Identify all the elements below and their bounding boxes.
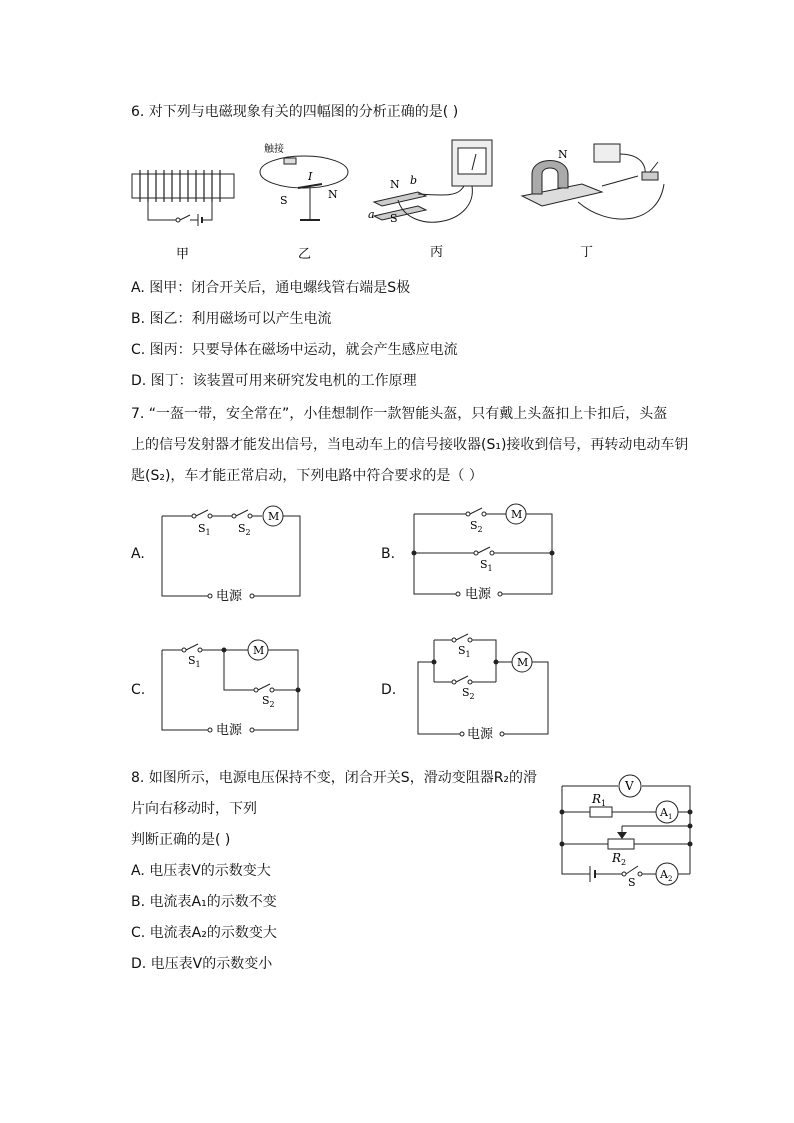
q7-circuit-d xyxy=(410,630,554,748)
q6-option-c: C. 图丙：只要导体在磁场中运动，就会产生感应电流 xyxy=(131,342,458,358)
switch-s1-label: S xyxy=(480,558,488,571)
svg-text:S2 xyxy=(238,522,251,537)
voltmeter-icon: V xyxy=(625,779,634,793)
svg-text:R2 xyxy=(611,851,626,867)
power-source-label: 电源 xyxy=(465,587,492,602)
solenoid-coil xyxy=(140,170,220,202)
switch-s2-label: S xyxy=(462,686,470,699)
q8-option-b: B. 电流表A₁的示数不变 xyxy=(131,894,277,910)
q6-figure-yi xyxy=(258,140,348,262)
ammeter-a2-icon: A xyxy=(660,868,668,881)
label-touch: 触接 xyxy=(264,144,284,155)
q8-stem-line-2: 片向右移动时，下列 xyxy=(131,801,257,817)
switch-s2-sub: 2 xyxy=(477,525,483,534)
switch-s1-label: S xyxy=(188,654,196,667)
motor-icon: M xyxy=(511,508,523,521)
needle-s-label: S xyxy=(280,194,288,207)
r2-label: R xyxy=(612,851,622,865)
switch-s2-label: S xyxy=(470,519,478,532)
q7-option-c-label: C. xyxy=(131,682,146,698)
q6-option-a: A. 图甲：闭合开关后，通电螺线管右端是S极 xyxy=(131,280,411,296)
switch-s1-label: S xyxy=(198,522,206,535)
switch-s2-sub: 2 xyxy=(269,700,275,709)
needle-n-label: N xyxy=(328,188,338,201)
q8-option-d: D. 电压表V的示数变小 xyxy=(131,956,273,972)
label-current: I xyxy=(308,170,313,183)
caption-ding: 丁 xyxy=(580,245,594,260)
magnet-s-label: S xyxy=(390,212,398,225)
q6-stem: 6. 对下列与电磁现象有关的四幅图的分析正确的是( ) xyxy=(131,104,459,120)
q7-stem-line-2: 上的信号发射器才能发出信号，当电动车上的信号接收器(S₁)接收到信号，再转动电动车钥 xyxy=(131,437,689,453)
q7-stem-line-3: 匙(S₂)，车才能正常启动，下列电路中符合要求的是（ ） xyxy=(131,468,483,484)
power-source-label: 电源 xyxy=(467,727,494,742)
switch-s2-label: S xyxy=(262,694,270,707)
switch-s1-sub: 1 xyxy=(205,528,211,537)
switch-s2-sub: 2 xyxy=(469,692,475,701)
q7-option-a-label: A. xyxy=(131,546,145,562)
q8-option-a: A. 电压表V的示数变大 xyxy=(131,863,271,879)
q8-stem-line-1: 8. 如图所示，电源电压保持不变，闭合开关S，滑动变阻器R₂的滑 xyxy=(131,770,538,786)
q7-circuit-b xyxy=(410,502,558,608)
q6-figure-jia xyxy=(128,160,238,260)
q6-figure-ding xyxy=(518,136,670,262)
q7-option-d-label: D. xyxy=(381,682,397,698)
svg-text:S1 xyxy=(188,654,201,669)
power-source-label: 电源 xyxy=(216,589,243,604)
svg-text:S1 xyxy=(198,522,211,537)
magnet-n-label: N xyxy=(390,178,400,191)
svg-text:S2 xyxy=(470,519,483,534)
switch-s1-sub: 1 xyxy=(195,660,201,669)
caption-yi: 乙 xyxy=(298,247,312,262)
q6-option-b: B. 图乙：利用磁场可以产生电流 xyxy=(131,311,332,327)
q7-option-b-label: B. xyxy=(381,546,396,562)
q8-stem-line-3: 判断正确的是( ) xyxy=(131,832,231,848)
magnet-n-label: N xyxy=(558,148,568,161)
q8-option-c: C. 电流表A₂的示数变大 xyxy=(131,925,277,941)
svg-text:S1 xyxy=(480,558,493,573)
q7-circuit-c xyxy=(158,638,304,744)
motor-icon: M xyxy=(253,644,265,657)
switch-s1-label: S xyxy=(458,644,466,657)
switch-s2-sub: 2 xyxy=(245,528,251,537)
ammeter-a1-sub: 1 xyxy=(667,813,673,821)
q8-circuit-figure xyxy=(556,770,698,889)
r1-sub: 1 xyxy=(601,799,607,808)
q6-figure-bing xyxy=(368,136,498,262)
switch-s1-sub: 1 xyxy=(487,564,493,573)
q6-option-d: D. 图丁：该装置可用来研究发电机的工作原理 xyxy=(131,373,417,389)
q7-stem-line-1: 7. “一盔一带，安全常在”，小佳想制作一款智能头盔，只有戴上头盔扣上卡扣后，头盔 xyxy=(131,406,668,422)
r2-sub: 2 xyxy=(621,858,627,867)
r1-label: R xyxy=(592,792,602,806)
svg-text:S1 xyxy=(458,644,471,659)
switch-s2-label: S xyxy=(238,522,246,535)
switch-s1-sub: 1 xyxy=(465,650,471,659)
ammeter-a2-sub: 2 xyxy=(667,875,673,883)
wire-b-label: b xyxy=(410,174,418,187)
svg-text:S2 xyxy=(462,686,475,701)
switch-s-label: S xyxy=(628,876,636,889)
q7-circuit-a xyxy=(158,504,304,608)
svg-text:R1 xyxy=(591,792,606,808)
caption-jia: 甲 xyxy=(176,247,190,262)
motor-icon: M xyxy=(517,656,529,669)
motor-icon: M xyxy=(268,510,280,523)
svg-text:S2 xyxy=(262,694,275,709)
caption-bing: 丙 xyxy=(430,245,444,260)
power-source-label: 电源 xyxy=(216,723,243,738)
ammeter-a1-icon: A xyxy=(660,806,668,819)
wire-a-label: a xyxy=(368,208,375,221)
